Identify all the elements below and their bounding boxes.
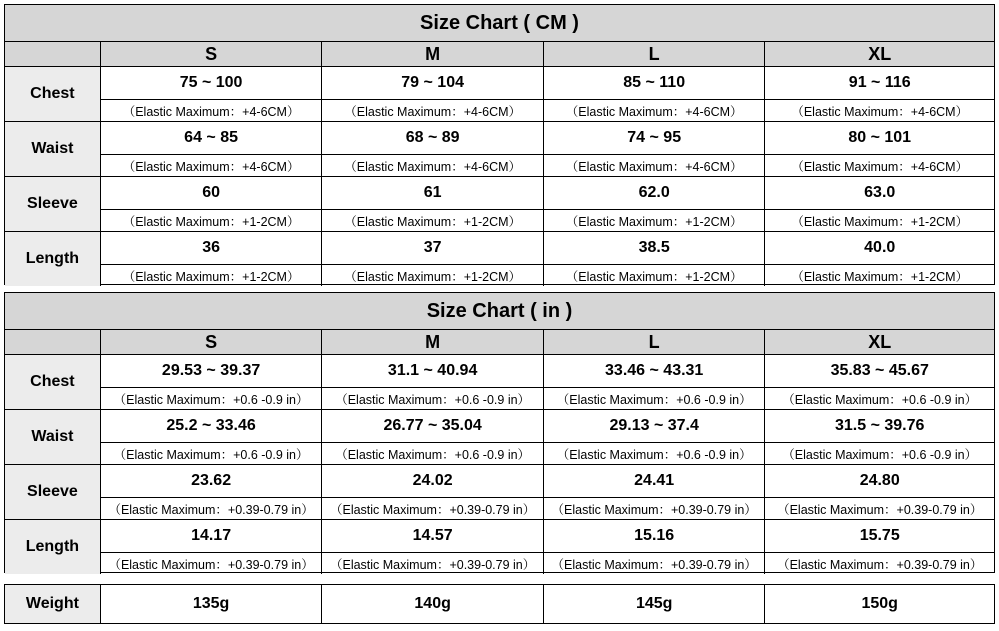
inch-row-waist — [5, 410, 994, 465]
cm-size-header: XL — [764, 42, 994, 66]
measurement-value: 62.0 — [638, 184, 670, 201]
measurement-value: 23.62 — [191, 472, 232, 489]
table-cell — [100, 122, 322, 176]
measurement-value: 91 ~ 116 — [848, 74, 911, 91]
elastic-note: （Elastic Maximum：+4-6CM） — [765, 154, 994, 176]
measurement-value: 80 ~ 101 — [848, 129, 912, 146]
size-chart-cm — [4, 4, 995, 285]
elastic-note: （Elastic Maximum：+1-2CM） — [322, 264, 543, 286]
elastic-note: （Elastic Maximum：+0.39-0.79 in） — [544, 552, 765, 574]
elastic-note: （Elastic Maximum：+4-6CM） — [101, 99, 322, 121]
table-cell — [100, 465, 322, 519]
measurement-value: 29.53 ~ 39.37 — [161, 362, 261, 379]
row-label: Chest — [5, 355, 100, 409]
measurement-value: 85 ~ 110 — [623, 74, 686, 91]
elastic-note: （Elastic Maximum：+0.6 -0.9 in） — [322, 387, 543, 409]
table-cell — [764, 67, 994, 121]
measurement-value: 38.5 — [638, 239, 670, 256]
elastic-note: （Elastic Maximum：+4-6CM） — [765, 99, 994, 121]
measurement-value: 36 — [202, 239, 220, 256]
elastic-note: （Elastic Maximum：+1-2CM） — [544, 264, 765, 286]
inch-size-header: S — [100, 330, 322, 354]
measurement-value: 14.57 — [412, 527, 453, 544]
table-cell — [543, 177, 765, 231]
table-cell — [321, 232, 543, 286]
table-cell — [100, 410, 322, 464]
elastic-note: （Elastic Maximum：+0.6 -0.9 in） — [101, 442, 322, 464]
measurement-value: 37 — [423, 239, 442, 256]
table-cell — [764, 520, 994, 574]
measurement-value: 74 ~ 95 — [627, 129, 682, 146]
measurement-value: 61 — [423, 184, 442, 201]
table-cell — [321, 520, 543, 574]
cm-size-header: M — [321, 42, 543, 66]
inch-header-row — [5, 330, 994, 355]
table-cell — [100, 520, 322, 574]
cm-row-sleeve — [5, 177, 994, 232]
elastic-note: （Elastic Maximum：+1-2CM） — [765, 264, 994, 286]
elastic-note: （Elastic Maximum：+4-6CM） — [322, 154, 543, 176]
weight-value: 135g — [100, 585, 322, 623]
elastic-note: （Elastic Maximum：+0.39-0.79 in） — [101, 552, 322, 574]
elastic-note: （Elastic Maximum：+0.39-0.79 in） — [322, 552, 543, 574]
table-cell — [543, 520, 765, 574]
measurement-value: 29.13 ~ 37.4 — [609, 417, 699, 434]
elastic-note: （Elastic Maximum：+0.39-0.79 in） — [101, 497, 322, 519]
cm-row-waist — [5, 122, 994, 177]
table-cell — [543, 355, 765, 409]
row-label: Length — [5, 520, 100, 574]
table-cell — [321, 465, 543, 519]
weight-value: 140g — [321, 585, 543, 623]
measurement-value: 75 ~ 100 — [179, 74, 243, 91]
cm-chart-title: Size Chart ( CM ) — [5, 5, 994, 42]
measurement-value: 24.02 — [412, 472, 453, 489]
inch-row-chest — [5, 355, 994, 410]
inch-header-corner — [5, 330, 100, 354]
table-cell — [100, 355, 322, 409]
elastic-note: （Elastic Maximum：+1-2CM） — [101, 264, 322, 286]
table-cell — [543, 410, 765, 464]
table-cell — [321, 410, 543, 464]
cm-size-header: L — [543, 42, 765, 66]
inch-row-length — [5, 520, 994, 574]
measurement-value: 68 ~ 89 — [405, 129, 460, 146]
table-cell — [321, 67, 543, 121]
elastic-note: （Elastic Maximum：+0.6 -0.9 in） — [765, 387, 994, 409]
row-label: Waist — [5, 122, 100, 176]
table-cell — [764, 122, 994, 176]
table-cell — [764, 410, 994, 464]
table-cell — [321, 355, 543, 409]
weight-table — [4, 584, 995, 624]
weight-value: 150g — [764, 585, 994, 623]
elastic-note: （Elastic Maximum：+0.6 -0.9 in） — [544, 387, 765, 409]
measurement-value: 24.80 — [859, 472, 900, 489]
measurement-value: 35.83 ~ 45.67 — [830, 362, 929, 379]
measurement-value: 25.2 ~ 33.46 — [166, 417, 256, 434]
table-cell — [543, 465, 765, 519]
inch-chart-title: Size Chart ( in ) — [5, 293, 994, 330]
elastic-note: （Elastic Maximum：+4-6CM） — [101, 154, 322, 176]
row-label: Weight — [5, 585, 100, 623]
measurement-value: 40.0 — [864, 239, 896, 256]
elastic-note: （Elastic Maximum：+0.39-0.79 in） — [765, 497, 994, 519]
cm-row-length — [5, 232, 994, 286]
measurement-value: 15.16 — [634, 527, 675, 544]
cm-size-header: S — [100, 42, 322, 66]
inch-size-header: M — [321, 330, 543, 354]
elastic-note: （Elastic Maximum：+1-2CM） — [101, 209, 322, 231]
weight-value: 145g — [543, 585, 765, 623]
table-cell — [100, 67, 322, 121]
measurement-value: 14.17 — [191, 527, 232, 544]
elastic-note: （Elastic Maximum：+0.6 -0.9 in） — [544, 442, 765, 464]
table-cell — [543, 232, 765, 286]
measurement-value: 64 ~ 85 — [184, 129, 238, 146]
cm-header-row — [5, 42, 994, 67]
elastic-note: （Elastic Maximum：+0.6 -0.9 in） — [765, 442, 994, 464]
inch-size-header: L — [543, 330, 765, 354]
row-label: Sleeve — [5, 465, 100, 519]
measurement-value: 33.46 ~ 43.31 — [605, 362, 704, 379]
row-label: Sleeve — [5, 177, 100, 231]
measurement-value: 79 ~ 104 — [401, 74, 464, 91]
measurement-value: 31.1 ~ 40.94 — [387, 362, 478, 379]
elastic-note: （Elastic Maximum：+0.6 -0.9 in） — [322, 442, 543, 464]
elastic-note: （Elastic Maximum：+4-6CM） — [322, 99, 543, 121]
cm-row-chest — [5, 67, 994, 122]
inch-size-header: XL — [764, 330, 994, 354]
cm-header-corner — [5, 42, 100, 66]
table-cell — [764, 232, 994, 286]
table-cell — [764, 355, 994, 409]
table-cell — [543, 122, 765, 176]
elastic-note: （Elastic Maximum：+1-2CM） — [544, 209, 765, 231]
elastic-note: （Elastic Maximum：+1-2CM） — [765, 209, 994, 231]
measurement-value: 31.5 ~ 39.76 — [835, 417, 925, 434]
row-label: Length — [5, 232, 100, 286]
row-label: Waist — [5, 410, 100, 464]
table-cell — [100, 232, 322, 286]
elastic-note: （Elastic Maximum：+0.39-0.79 in） — [544, 497, 765, 519]
table-cell — [764, 177, 994, 231]
measurement-value: 26.77 ~ 35.04 — [383, 417, 482, 434]
elastic-note: （Elastic Maximum：+4-6CM） — [544, 99, 765, 121]
elastic-note: （Elastic Maximum：+0.6 -0.9 in） — [101, 387, 322, 409]
measurement-value: 60 — [202, 184, 220, 201]
measurement-value: 24.41 — [634, 472, 675, 489]
table-cell — [764, 465, 994, 519]
measurement-value: 63.0 — [864, 184, 896, 201]
elastic-note: （Elastic Maximum：+1-2CM） — [322, 209, 543, 231]
inch-row-sleeve — [5, 465, 994, 520]
weight-row — [5, 585, 994, 623]
measurement-value: 15.75 — [859, 527, 900, 544]
elastic-note: （Elastic Maximum：+4-6CM） — [544, 154, 765, 176]
table-cell — [100, 177, 322, 231]
size-chart-inch — [4, 292, 995, 573]
table-cell — [543, 67, 765, 121]
row-label: Chest — [5, 67, 100, 121]
table-cell — [321, 177, 543, 231]
elastic-note: （Elastic Maximum：+0.39-0.79 in） — [765, 552, 994, 574]
elastic-note: （Elastic Maximum：+0.39-0.79 in） — [322, 497, 543, 519]
table-cell — [321, 122, 543, 176]
